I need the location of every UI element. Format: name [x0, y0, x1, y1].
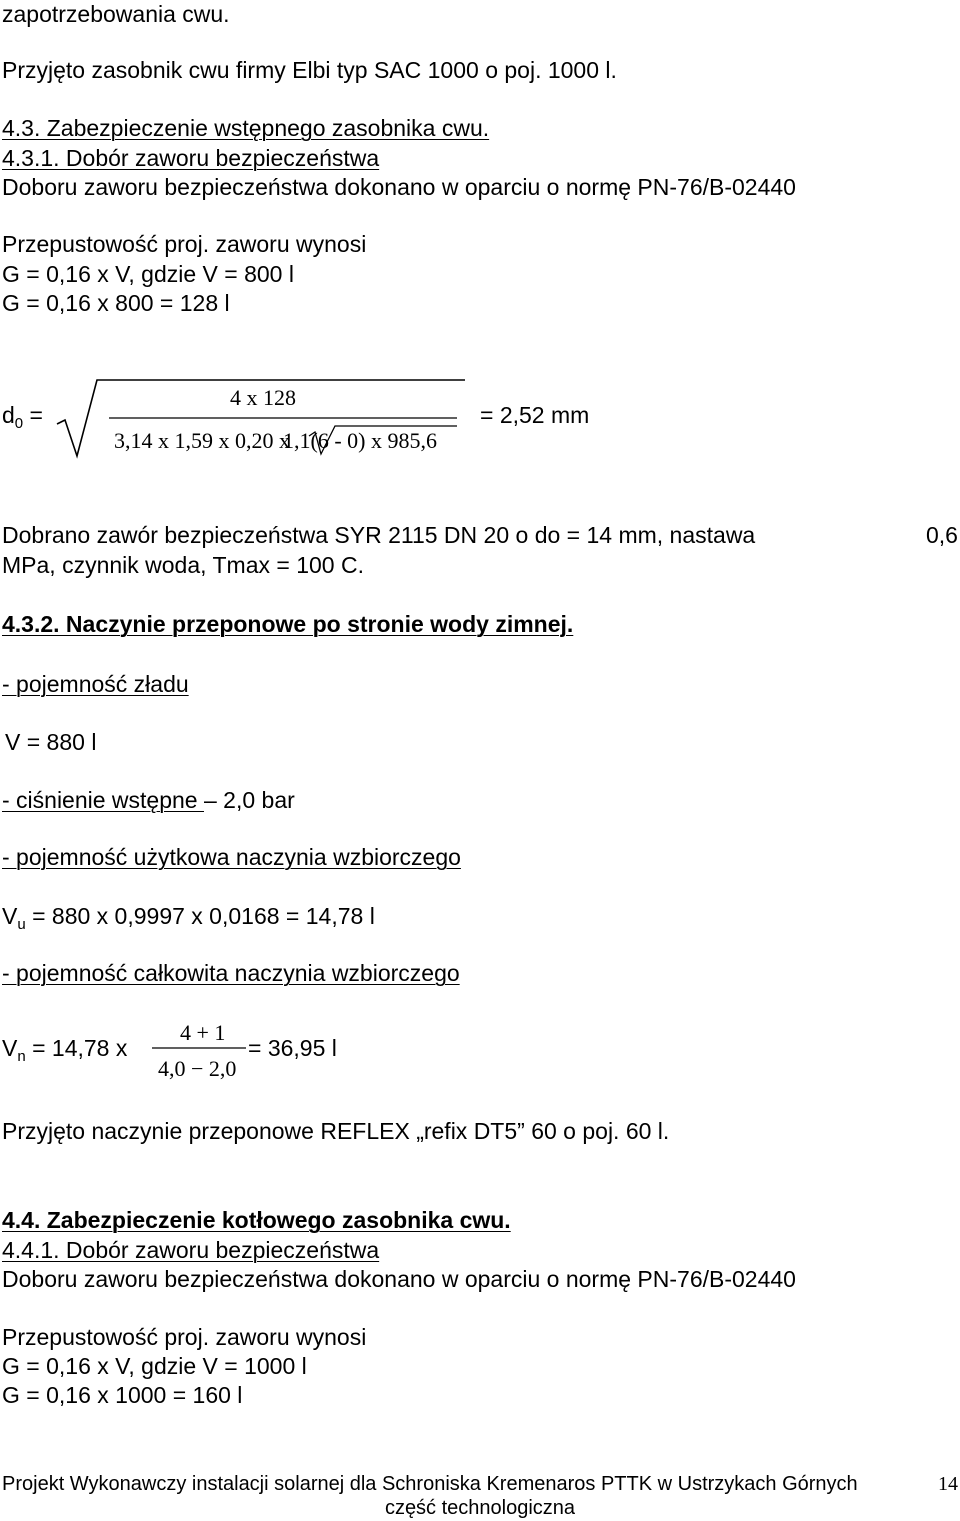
text-line: G = 0,16 x 1000 = 160 l: [2, 1382, 243, 1408]
text-line: Przyjęto naczynie przeponowe REFLEX „refix DT5” 60 o poj. 60 l.: [2, 1118, 670, 1144]
formula-lhs: $V_n = 14,78$ x: [2, 1035, 128, 1065]
text-line: Doboru zaworu bezpieczeństwa dokonano w oparciu o normę PN-76/B-02440: [2, 1266, 796, 1292]
item-label: - pojemność zładu: [2, 671, 189, 697]
section-heading: 4.3. Zabezpieczenie wstępnego zasobnika cwu.: [2, 115, 490, 141]
text-line: G = 0,16 x 800 = 128 l: [2, 290, 230, 316]
item-value: V = 880 l: [5, 729, 97, 755]
formula-inner-root: 1,1(6 - 0) x 985,6: [283, 428, 437, 453]
formula-numerator: 4 x 128: [230, 385, 296, 410]
item-value: $V_u = 880$ x 0,9997 x 0,0168 = 14,78 l: [2, 903, 375, 933]
footer-subtitle: część technologiczna: [384, 1497, 576, 1519]
section-heading: 4.4. Zabezpieczenie kotłowego zasobnika cwu.: [2, 1207, 511, 1233]
footer-title: Projekt Wykonawczy instalacji solarnej dla Schroniska Kremenaros PTTK w Ustrzykach Górnych: [2, 1473, 858, 1495]
formula-lhs: $d_0$ =: [2, 402, 43, 432]
formula-result: = 36,95 l: [248, 1035, 337, 1061]
text-line: Przyjęto zasobnik cwu firmy Elbi typ SAC 1000 o poj. 1000 l.: [2, 57, 617, 83]
text-line: Przepustowość proj. zaworu wynosi: [2, 231, 367, 257]
text-line: G = 0,16 x V, gdzie V = 800 l: [2, 261, 294, 287]
section-heading: 4.3.2. Naczynie przeponowe po stronie wody zimnej.: [2, 611, 574, 637]
page-number: 14: [938, 1473, 958, 1495]
formula-numerator: 4 + 1: [180, 1020, 226, 1045]
formula-denominator: 4,0 − 2,0: [158, 1056, 237, 1081]
item-line: - ciśnienie wstępne – 2,0 bar: [2, 787, 295, 813]
item-label: - pojemność całkowita naczynia wzbiorczego: [2, 960, 460, 986]
text-line: MPa, czynnik woda, Tmax = 100 C.: [2, 552, 364, 578]
subsection-heading: 4.4.1. Dobór zaworu bezpieczeństwa: [2, 1237, 380, 1263]
text-line: 0,6: [926, 522, 958, 548]
formula-result: = 2,52 mm: [480, 402, 590, 428]
formula-denominator: 3,14 x 1,59 x 0,20 x: [114, 428, 290, 453]
text-line: zapotrzebowania cwu.: [2, 1, 230, 27]
fraction-bar-icon: [152, 1046, 248, 1050]
item-label: - pojemność użytkowa naczynia wzbiorczego: [2, 844, 461, 870]
text-line: G = 0,16 x V, gdzie V = 1000 l: [2, 1353, 307, 1379]
text-line: Przepustowość proj. zaworu wynosi: [2, 1324, 367, 1350]
text-line: Dobrano zawór bezpieczeństwa SYR 2115 DN 20 o do = 14 mm, nastawa: [2, 522, 756, 548]
text-line: Doboru zaworu bezpieczeństwa dokonano w oparciu o normę PN-76/B-02440: [2, 174, 796, 200]
subsection-heading: 4.3.1. Dobór zaworu bezpieczeństwa: [2, 145, 380, 171]
